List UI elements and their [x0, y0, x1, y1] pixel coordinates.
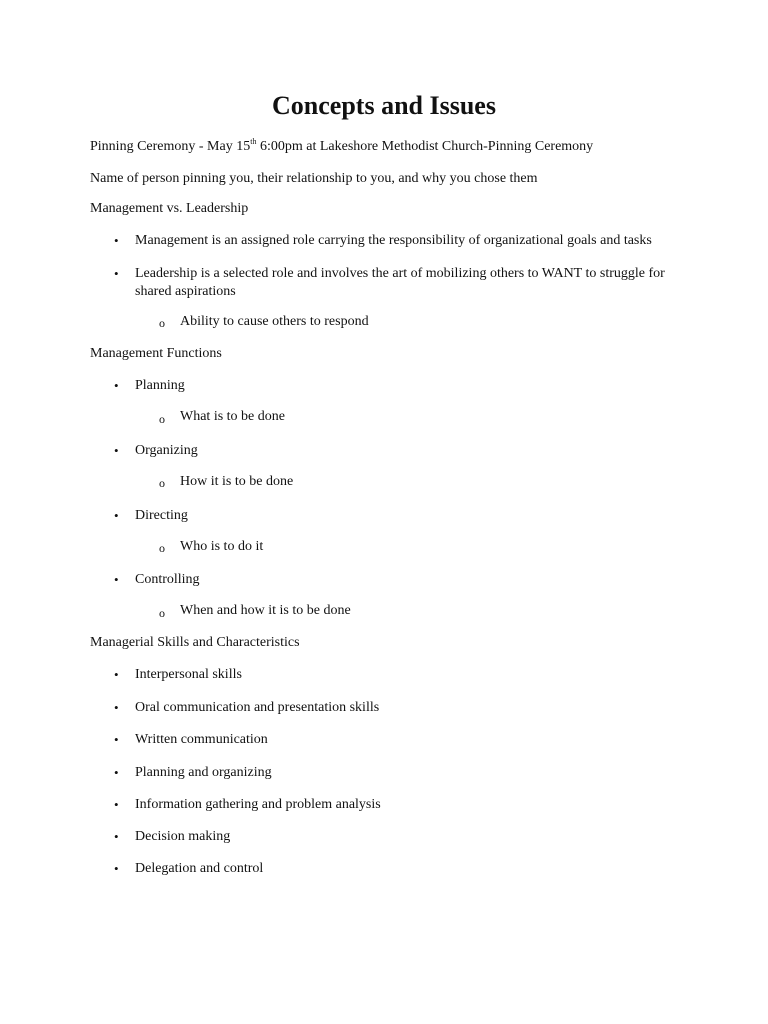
ordinal-suffix: th — [250, 137, 257, 146]
list-item: Decision making — [135, 829, 231, 844]
pinning-ceremony-line — [90, 138, 593, 156]
section-heading-mgmt-vs-leadership: Management vs. Leadership — [90, 201, 249, 216]
sub-list-item: What is to be done — [180, 409, 285, 424]
list-item: Controlling — [135, 572, 200, 587]
bullet-icon: • — [114, 378, 119, 393]
bullet-icon: • — [114, 732, 119, 747]
list-item: Interpersonal skills — [135, 667, 242, 682]
bullet-icon: • — [114, 797, 119, 812]
pinning-person-line: Name of person pinning you, their relationship to you, and why you chose them — [90, 171, 538, 186]
sub-bullet-icon: o — [159, 541, 165, 555]
sub-bullet-icon: o — [159, 316, 165, 330]
bullet-icon: • — [114, 443, 119, 458]
list-item: Delegation and control — [135, 861, 264, 876]
list-item: Management is an assigned role carrying the responsibility of organizational goals and tasks — [135, 233, 652, 248]
list-item: Planning and organizing — [135, 765, 272, 780]
sub-bullet-icon: o — [159, 476, 165, 490]
list-item: Oral communication and presentation skills — [135, 700, 380, 715]
bullet-icon: • — [114, 508, 119, 523]
bullet-icon: • — [114, 572, 119, 587]
list-item: Written communication — [135, 732, 268, 747]
bullet-icon: • — [114, 266, 119, 281]
section-heading-managerial-skills: Managerial Skills and Characteristics — [90, 635, 300, 650]
sub-bullet-icon: o — [159, 412, 165, 426]
sub-list-item: Ability to cause others to respond — [180, 314, 369, 329]
bullet-icon: • — [114, 861, 119, 876]
bullet-icon: • — [114, 667, 119, 682]
list-item: Information gathering and problem analysis — [135, 797, 381, 812]
list-item: Directing — [135, 508, 188, 523]
bullet-icon: • — [114, 829, 119, 844]
pinning-text-end: 6:00pm at Lakeshore Methodist Church-Pinning Ceremony — [256, 139, 594, 154]
list-item: Leadership is a selected role and involves the art of mobilizing others to WANT to struggle for shared aspirations — [135, 266, 665, 299]
list-item: Planning — [135, 378, 185, 393]
sub-list-item: Who is to do it — [180, 539, 264, 554]
list-item: Organizing — [135, 443, 198, 458]
sub-list-item: When and how it is to be done — [180, 603, 351, 618]
bullet-icon: • — [114, 700, 119, 715]
sub-list-item: How it is to be done — [180, 474, 294, 489]
bullet-icon: • — [114, 233, 119, 248]
section-heading-management-functions: Management Functions — [90, 346, 222, 361]
bullet-icon: • — [114, 765, 119, 780]
sub-bullet-icon: o — [159, 606, 165, 620]
page-title: Concepts and Issues — [272, 91, 496, 120]
pinning-text-start: Pinning Ceremony - May 15 — [90, 139, 251, 154]
